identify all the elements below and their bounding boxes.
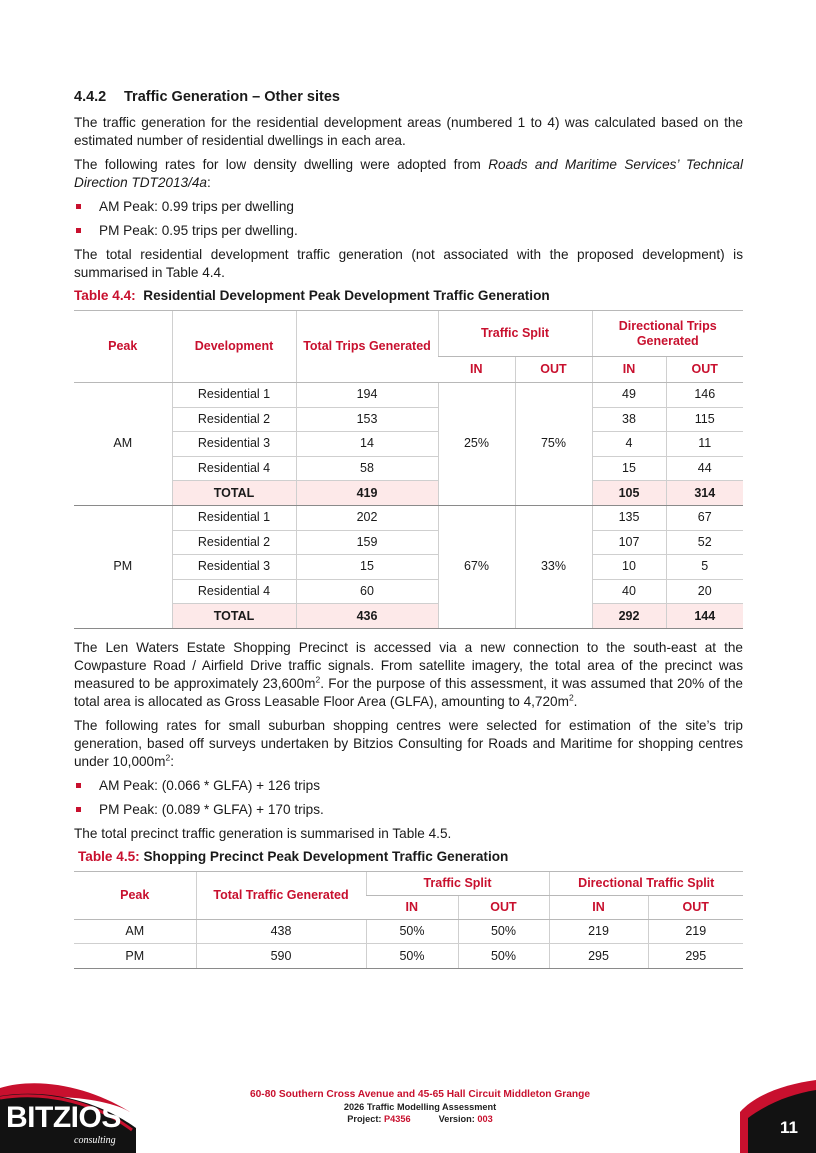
paragraph-rates-source bbox=[74, 156, 743, 192]
header-peak: Peak bbox=[74, 871, 196, 919]
cell-split-in-am: 25% bbox=[438, 383, 515, 506]
footer-project-address: 60-80 Southern Cross Avenue and 45-65 Hall Circuit Middleton Grange bbox=[249, 1089, 591, 1100]
table-4-4-caption bbox=[74, 288, 743, 303]
header-dir-out: OUT bbox=[648, 895, 743, 919]
caption-label: Table 4.4: bbox=[74, 288, 136, 303]
cell-total: 15 bbox=[296, 555, 438, 580]
bullet-list-shopping-rates bbox=[74, 777, 743, 819]
table-row bbox=[74, 383, 743, 408]
cell-dir-out: 295 bbox=[648, 944, 743, 969]
text-span: . For the purpose of this assessment, it was assumed that 20% of the total area is allocated as Gross Leasable Floor Area (GLFA), amounting to 4,720m bbox=[74, 675, 743, 709]
cell-peak-am: AM bbox=[74, 383, 172, 506]
text-span: The following rates for low density dwelling were adopted from bbox=[74, 157, 489, 172]
cell-split-out-pm: 33% bbox=[515, 505, 592, 628]
text-span: The Len Waters Estate Shopping Precinct is accessed via a new connection to the south-east at the Cowpasture Road / Airfield Drive traffic signals. From satellite imagery, the total area of the precinct was measured to be approximately 23,600m bbox=[74, 639, 743, 691]
version-label: Version: bbox=[438, 1114, 475, 1124]
cell-dir-in: 10 bbox=[592, 555, 666, 580]
cell-dir-in: 135 bbox=[592, 505, 666, 530]
paragraph-shopping-rates bbox=[74, 717, 743, 771]
cell-split-out: 50% bbox=[458, 944, 549, 969]
table-row bbox=[74, 407, 743, 432]
cell-dir-in: 15 bbox=[592, 456, 666, 481]
cell-dir-out: 67 bbox=[666, 505, 743, 530]
cell-peak-pm: PM bbox=[74, 505, 172, 628]
cell-dir-in: 4 bbox=[592, 432, 666, 457]
cell-development: Residential 4 bbox=[172, 579, 296, 604]
bullet-list-dwelling-rates bbox=[74, 198, 743, 240]
table-row bbox=[74, 579, 743, 604]
header-dir-out: OUT bbox=[666, 357, 743, 383]
cell-dir-in: 49 bbox=[592, 383, 666, 408]
cell-split-out-am: 75% bbox=[515, 383, 592, 506]
cell-development: Residential 2 bbox=[172, 407, 296, 432]
cell-dir-out: 219 bbox=[648, 919, 743, 944]
section-title: Traffic Generation – Other sites bbox=[124, 89, 340, 105]
project-label: Project: bbox=[347, 1114, 382, 1124]
list-item: AM Peak: 0.99 trips per dwelling bbox=[74, 198, 743, 216]
footer-project-version bbox=[200, 1113, 640, 1125]
paragraph-precinct-summary: The total precinct traffic generation is summarised in Table 4.5. bbox=[74, 825, 452, 841]
cell-total-out: 144 bbox=[666, 604, 743, 629]
section-number: 4.4.2 bbox=[74, 89, 107, 105]
section-heading bbox=[74, 89, 743, 105]
project-number: P4356 bbox=[384, 1114, 411, 1124]
list-item: PM Peak: 0.95 trips per dwelling. bbox=[74, 222, 743, 240]
footer-info bbox=[200, 1089, 640, 1125]
cell-dir-in: 219 bbox=[549, 919, 648, 944]
header-split-in: IN bbox=[366, 895, 458, 919]
cell-dir-in: 40 bbox=[592, 579, 666, 604]
page-footer bbox=[0, 1080, 816, 1153]
table-row bbox=[74, 944, 743, 969]
table-4-5 bbox=[74, 871, 743, 969]
cell-total-in: 292 bbox=[592, 604, 666, 629]
cell-total-label: TOTAL bbox=[172, 481, 296, 506]
table-row bbox=[74, 555, 743, 580]
header-development: Development bbox=[172, 311, 296, 383]
cell-total: 202 bbox=[296, 505, 438, 530]
cell-development: Residential 1 bbox=[172, 383, 296, 408]
cell-development: Residential 2 bbox=[172, 530, 296, 555]
caption-label: Table 4.5: bbox=[78, 848, 140, 864]
cell-development: Residential 3 bbox=[172, 555, 296, 580]
table-row bbox=[74, 456, 743, 481]
cell-split-in-pm: 67% bbox=[438, 505, 515, 628]
reference-title: Roads and Maritime Services’ Technical Direction TDT2013/4a bbox=[74, 157, 743, 190]
cell-dir-out: 20 bbox=[666, 579, 743, 604]
cell-dir-out: 52 bbox=[666, 530, 743, 555]
cell-total: 590 bbox=[196, 944, 366, 969]
cell-dir-out: 115 bbox=[666, 407, 743, 432]
caption-title: Shopping Precinct Peak Development Traffic Generation bbox=[143, 848, 509, 864]
version-number: 003 bbox=[477, 1114, 493, 1124]
text-span: . bbox=[573, 693, 578, 709]
header-dir-in: IN bbox=[592, 357, 666, 383]
cell-total: 60 bbox=[296, 579, 438, 604]
table-total-row bbox=[74, 481, 743, 506]
paragraph-precinct-access bbox=[74, 639, 743, 711]
cell-dir-in: 38 bbox=[592, 407, 666, 432]
header-traffic-split: Traffic Split bbox=[366, 871, 549, 895]
caption-title: Residential Development Peak Development Traffic Generation bbox=[143, 288, 550, 303]
cell-development: Residential 1 bbox=[172, 505, 296, 530]
paragraph-intro: The traffic generation for the residential development areas (numbered 1 to 4) was calculated based on the estimated number of residential dwellings in each area. bbox=[74, 115, 743, 148]
text-span: The following rates for small suburban shopping centres were selected for estimation of the site’s trip generation, based off surveys undertaken by Bitzios Consulting for Roads and Maritime for shopping centres under 10,000m bbox=[74, 717, 743, 769]
cell-peak: PM bbox=[74, 944, 196, 969]
cell-dir-in: 107 bbox=[592, 530, 666, 555]
cell-total: 438 bbox=[196, 919, 366, 944]
cell-peak: AM bbox=[74, 919, 196, 944]
cell-total: 153 bbox=[296, 407, 438, 432]
company-logo-sub: consulting bbox=[74, 1135, 116, 1146]
page-tab-shape bbox=[726, 1080, 816, 1153]
table-4-4 bbox=[74, 310, 743, 629]
text-span: : bbox=[206, 175, 211, 190]
cell-total: 159 bbox=[296, 530, 438, 555]
footer-report-title: 2026 Traffic Modelling Assessment bbox=[343, 1102, 497, 1112]
superscript: 2 bbox=[568, 692, 574, 703]
cell-total-out: 314 bbox=[666, 481, 743, 506]
list-item: PM Peak: (0.089 * GLFA) + 170 trips. bbox=[74, 801, 743, 819]
header-peak: Peak bbox=[74, 311, 172, 383]
cell-total-value: 436 bbox=[296, 604, 438, 629]
text-span: : bbox=[170, 753, 174, 769]
table-row bbox=[74, 505, 743, 530]
superscript: 2 bbox=[165, 752, 171, 763]
header-split-in: IN bbox=[438, 357, 515, 383]
header-traffic-split: Traffic Split bbox=[438, 311, 592, 357]
list-item: AM Peak: (0.066 * GLFA) + 126 trips bbox=[74, 777, 743, 795]
cell-dir-out: 11 bbox=[666, 432, 743, 457]
cell-total-value: 419 bbox=[296, 481, 438, 506]
page-content bbox=[74, 89, 743, 969]
header-split-out: OUT bbox=[458, 895, 549, 919]
cell-total: 194 bbox=[296, 383, 438, 408]
cell-dir-out: 5 bbox=[666, 555, 743, 580]
header-directional-split: Directional Traffic Split bbox=[549, 871, 743, 895]
paragraph-residential-summary: The total residential development traffic generation (not associated with the proposed development) is summarised in Table 4.4. bbox=[74, 247, 743, 280]
cell-split-in: 50% bbox=[366, 919, 458, 944]
table-total-row bbox=[74, 604, 743, 629]
table-4-5-caption bbox=[78, 849, 743, 864]
cell-split-in: 50% bbox=[366, 944, 458, 969]
page-number: 11 bbox=[780, 1118, 798, 1137]
cell-total: 58 bbox=[296, 456, 438, 481]
header-directional-trips: Directional Trips Generated bbox=[592, 311, 743, 357]
cell-total-in: 105 bbox=[592, 481, 666, 506]
header-split-out: OUT bbox=[515, 357, 592, 383]
header-total-traffic: Total Traffic Generated bbox=[196, 871, 366, 919]
header-total-trips: Total Trips Generated bbox=[296, 311, 438, 383]
table-row bbox=[74, 530, 743, 555]
cell-development: Residential 4 bbox=[172, 456, 296, 481]
company-logo: BITZIOS bbox=[6, 1101, 121, 1134]
cell-dir-out: 146 bbox=[666, 383, 743, 408]
cell-development: Residential 3 bbox=[172, 432, 296, 457]
table-row bbox=[74, 432, 743, 457]
header-dir-in: IN bbox=[549, 895, 648, 919]
cell-total-label: TOTAL bbox=[172, 604, 296, 629]
cell-split-out: 50% bbox=[458, 919, 549, 944]
superscript: 2 bbox=[315, 674, 321, 685]
cell-dir-in: 295 bbox=[549, 944, 648, 969]
table-row bbox=[74, 919, 743, 944]
cell-dir-out: 44 bbox=[666, 456, 743, 481]
cell-total: 14 bbox=[296, 432, 438, 457]
